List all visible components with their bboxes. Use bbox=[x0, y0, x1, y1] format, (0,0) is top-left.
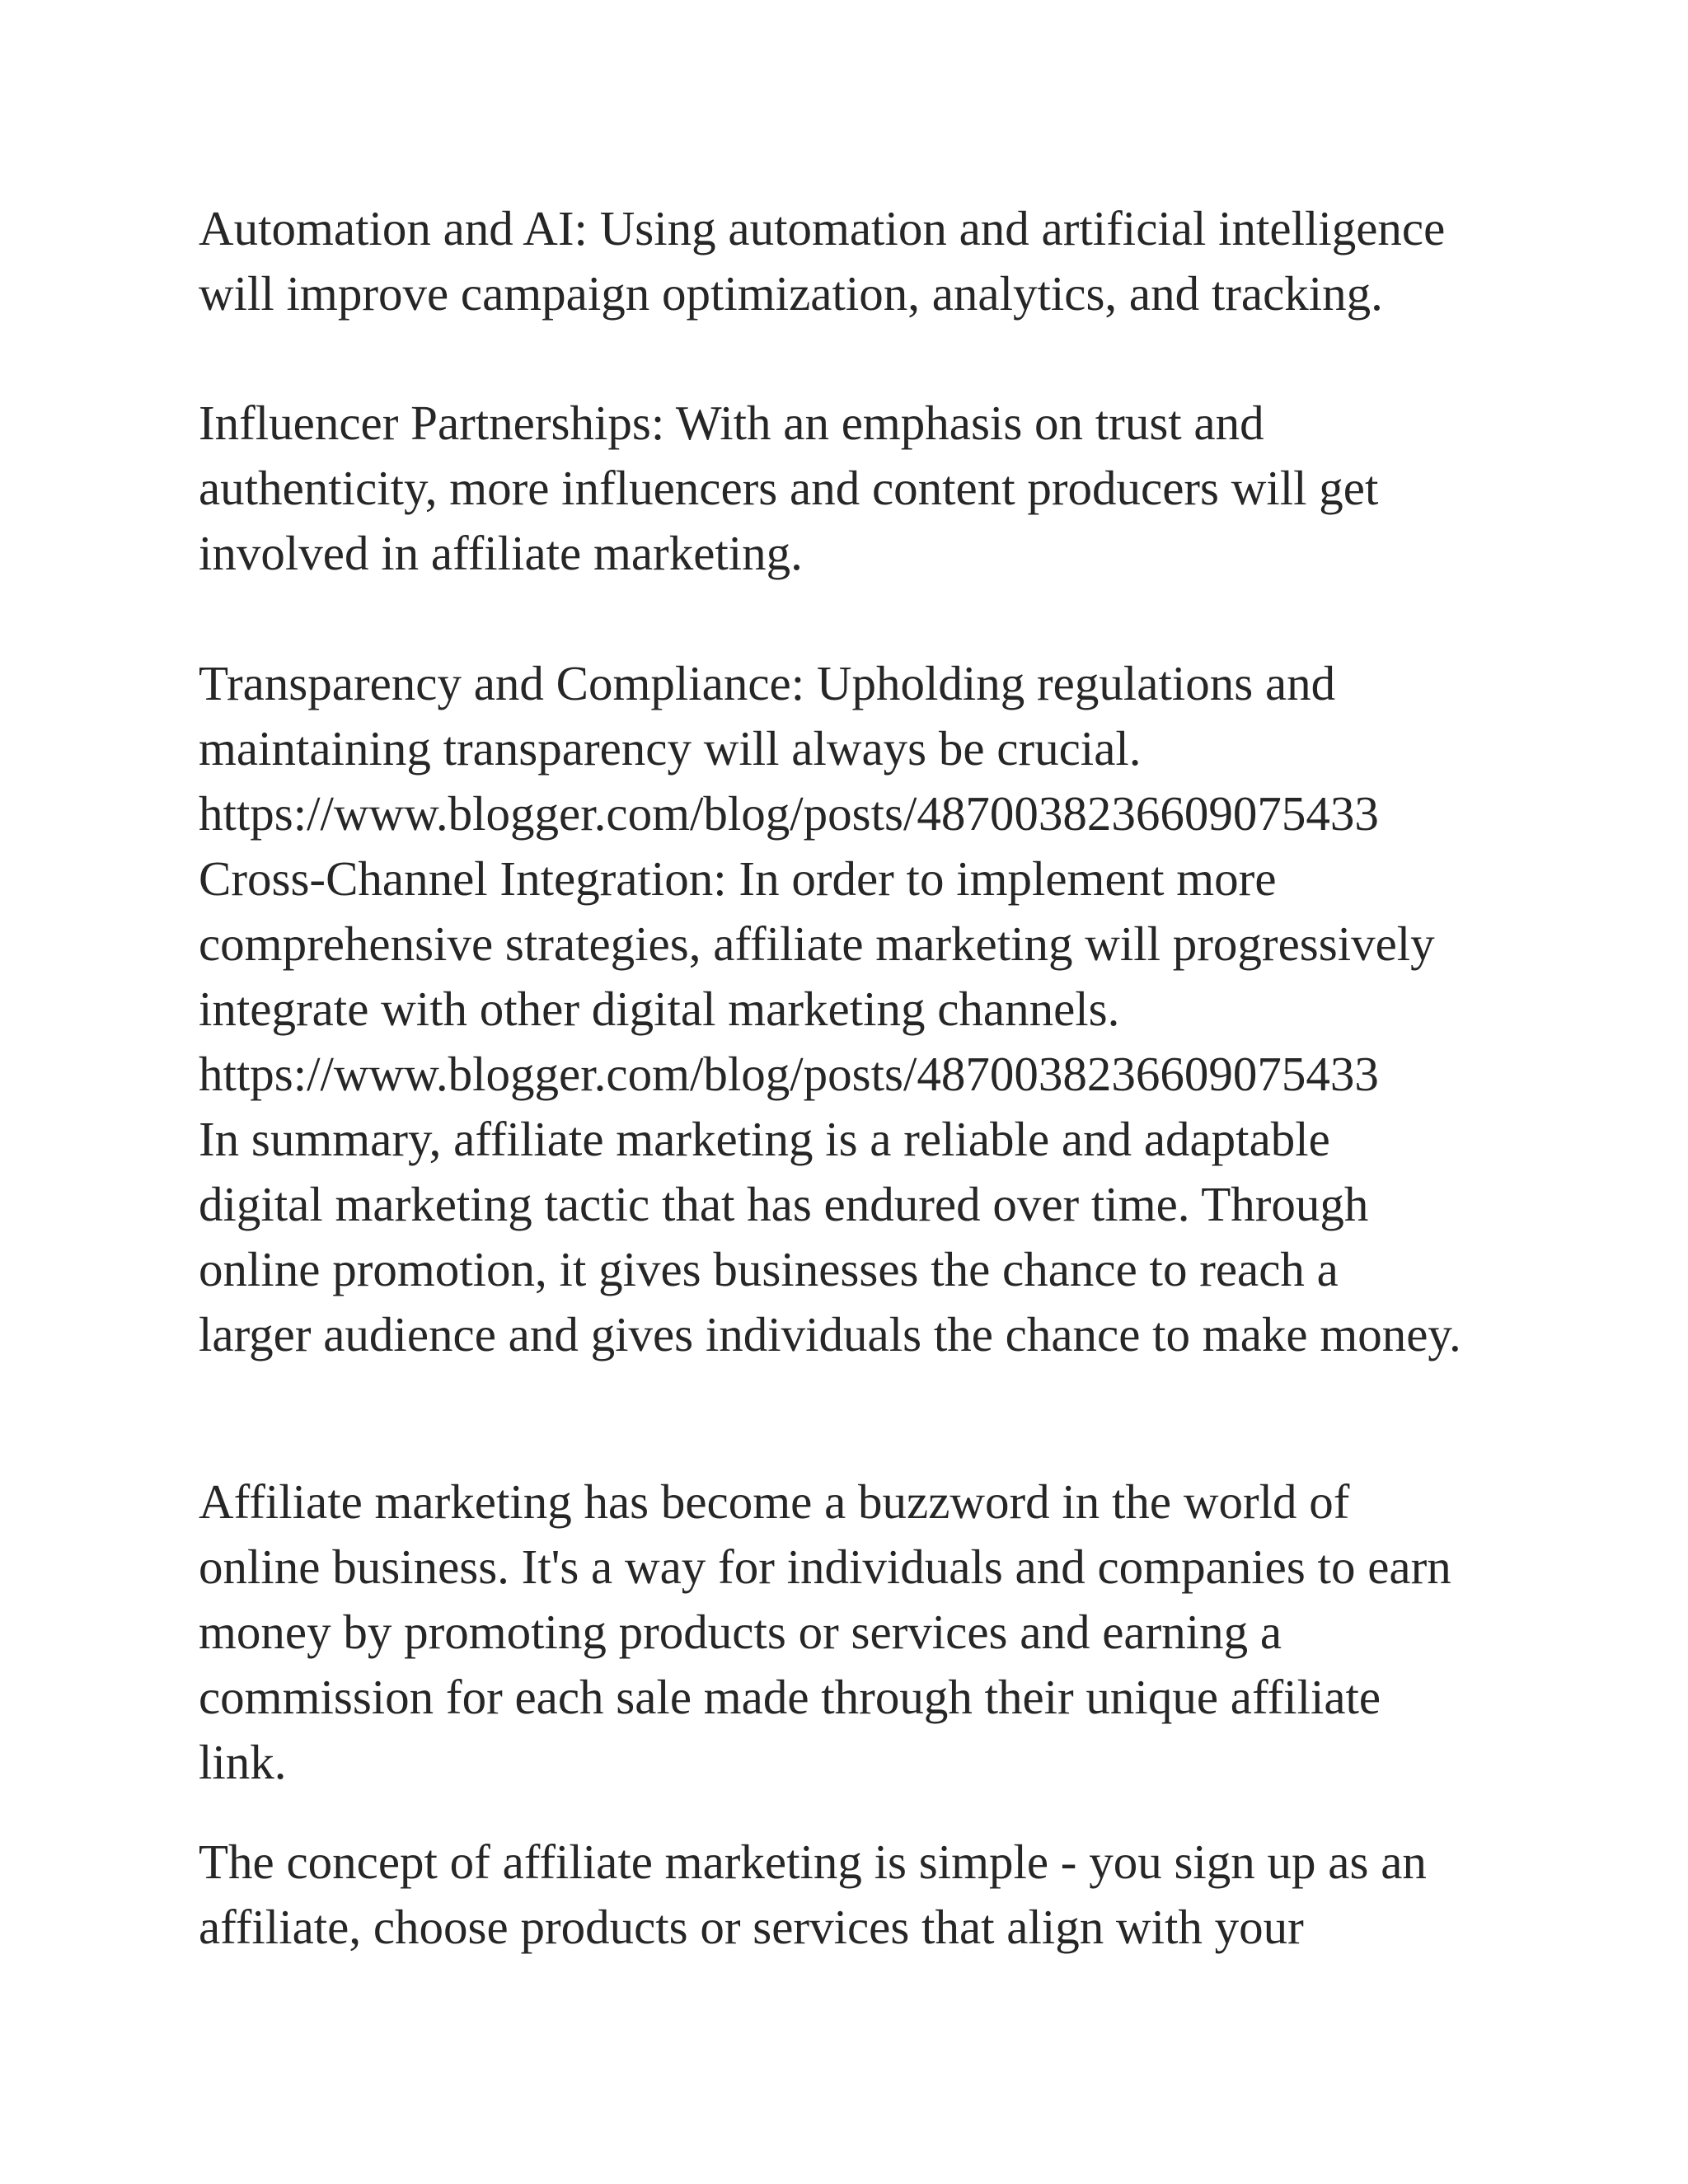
paragraph-transparency-summary bbox=[199, 651, 1550, 1367]
text-line: Cross-Channel Integration: In order to implement more bbox=[199, 851, 1277, 906]
text-line: larger audience and gives individuals the chance to make money. bbox=[199, 1307, 1461, 1361]
text-line: In summary, affiliate marketing is a reliable and adaptable bbox=[199, 1112, 1330, 1166]
text-line: Automation and AI: Using automation and artificial intelligence bbox=[199, 201, 1446, 255]
text-line: online promotion, it gives businesses the chance to reach a bbox=[199, 1242, 1339, 1296]
text-line: involved in affiliate marketing. bbox=[199, 526, 803, 580]
paragraph-influencer-partnerships bbox=[199, 391, 1550, 586]
url-text-line: https://www.blogger.com/blog/posts/4870038236609075433 bbox=[199, 786, 1379, 841]
text-line: authenticity, more influencers and content producers will get bbox=[199, 461, 1379, 515]
text-line: integrate with other digital marketing channels. bbox=[199, 982, 1120, 1036]
text-line: commission for each sale made through their unique affiliate bbox=[199, 1670, 1381, 1724]
text-line: comprehensive strategies, affiliate marketing will progressively bbox=[199, 916, 1435, 971]
text-line: Influencer Partnerships: With an emphasis on trust and bbox=[199, 396, 1264, 450]
text-line: Affiliate marketing has become a buzzword in the world of bbox=[199, 1474, 1350, 1529]
text-line: online business. It's a way for individuals and companies to earn bbox=[199, 1540, 1451, 1594]
text-line: digital marketing tactic that has endured over time. Through bbox=[199, 1177, 1369, 1231]
paragraph-affiliate-concept bbox=[199, 1830, 1550, 1960]
paragraph-automation-ai bbox=[199, 196, 1550, 326]
text-line: affiliate, choose products or services that align with your bbox=[199, 1900, 1304, 1954]
paragraph-affiliate-buzzword bbox=[199, 1469, 1550, 1795]
text-line: will improve campaign optimization, analytics, and tracking. bbox=[199, 266, 1383, 321]
url-text-line: https://www.blogger.com/blog/posts/4870038236609075433 bbox=[199, 1047, 1379, 1101]
text-line: money by promoting products or services and earning a bbox=[199, 1605, 1282, 1659]
text-line: link. bbox=[199, 1735, 287, 1789]
text-line: The concept of affiliate marketing is simple - you sign up as an bbox=[199, 1835, 1427, 1889]
text-line: Transparency and Compliance: Upholding regulations and bbox=[199, 656, 1336, 710]
text-line: maintaining transparency will always be crucial. bbox=[199, 721, 1142, 776]
